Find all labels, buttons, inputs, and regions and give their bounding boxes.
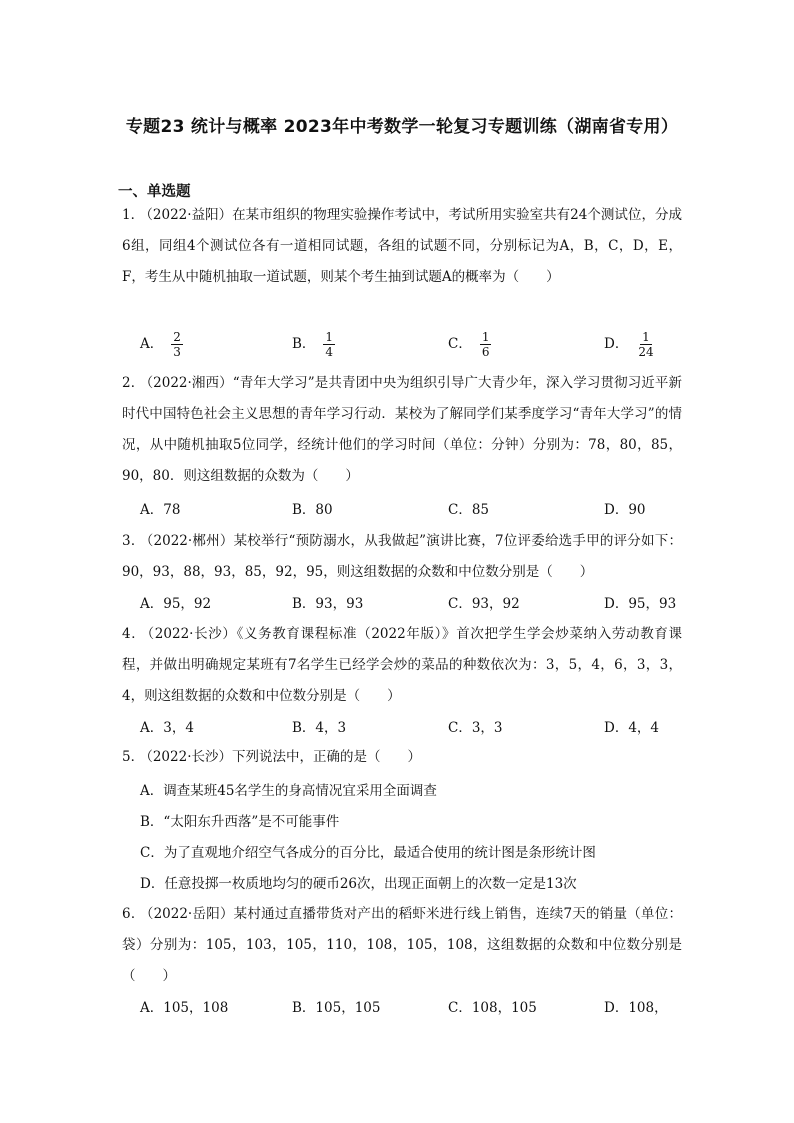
option-c[interactable]: C．93，92 xyxy=(448,596,520,612)
option-a[interactable]: A．78 xyxy=(140,502,181,518)
option-b[interactable]: B．4，3 xyxy=(292,720,347,736)
section-heading: 一、单选题 xyxy=(118,184,191,200)
question-text: （2022·湘西）“青年大学习”是共青团中央为组织引导广大青少年，深入学习贯彻习近平新时代中国特色社会主义思想的青年学习行动．某校为了解同学们某季度学习“青年大学习”的情况，从中随机抽取5位同学，经统计他们的学习时间（单位：分钟）分别为：78，80，85，90，80．则这组数据的众数为（ ） xyxy=(122,375,683,484)
question-5 xyxy=(122,742,682,773)
option-b[interactable]: B．80 xyxy=(292,502,333,518)
option-b[interactable]: B． $\frac{1}{4}$ xyxy=(292,330,334,359)
options-row-q1 xyxy=(140,330,680,360)
option-b[interactable]: B．“太阳东升西落”是不可能事件 xyxy=(140,814,340,830)
option-d[interactable]: D．108， xyxy=(604,1000,668,1016)
fraction: $\frac{1}{4}$ xyxy=(325,330,334,359)
option-b[interactable]: B．105，105 xyxy=(292,1000,381,1016)
option-c[interactable]: C．3，3 xyxy=(448,720,503,736)
question-3 xyxy=(122,526,682,588)
option-a[interactable]: A．95，92 xyxy=(140,596,212,612)
question-text: （2022·岳阳）某村通过直播带货对产出的稻虾米进行线上销售，连续7天的销量（单位：袋）分别为：105，103，105，110，108，105，108，这组数据的众数和中位数分别是（ ） xyxy=(122,906,682,984)
question-text: （2022·益阳）在某市组织的物理实验操作考试中，考试所用实验室共有24个测试位，分成6组，同组4个测试位各有一道相同试题，各组的试题不同，分别标记为A，B，C，D，E，F，考生从中随机抽取一道试题，则某个考生抽到试题A的概率为（ ） xyxy=(122,207,683,285)
question-2 xyxy=(122,368,682,492)
option-d[interactable]: D．90 xyxy=(604,502,646,518)
question-1 xyxy=(122,200,682,293)
option-a[interactable]: A． $\frac{2}{3}$ xyxy=(140,330,181,359)
question-text: （2022·长沙）《义务教育课程标准（2022年版）》首次把学生学会炒菜纳入劳动教育课程，并做出明确规定某班有7名学生已经学会炒的菜品的种数依次为：3，5，4，6，3，3，4，则这组数据的众数和中位数分别是（ ） xyxy=(122,626,682,704)
option-d[interactable]: D． $\frac{1}{24}$ xyxy=(604,330,654,359)
document-title: 专题23 统计与概率 2023年中考数学一轮复习专题训练（湖南省专用） xyxy=(125,117,679,137)
options-row-q6 xyxy=(140,996,680,1026)
option-d[interactable]: D．任意投掷一枚质地均匀的硬币26次，出现正面朝上的次数一定是13次 xyxy=(140,876,577,892)
option-d[interactable]: D．95，93 xyxy=(604,596,677,612)
question-text: （2022·长沙）下列说法中，正确的是（ ） xyxy=(146,749,421,765)
option-c[interactable]: C．为了直观地介绍空气各成分的百分比，最适合使用的统计图是条形统计图 xyxy=(140,845,596,861)
question-6 xyxy=(122,899,682,992)
options-row-q3 xyxy=(140,592,680,622)
option-a[interactable]: A．105，108 xyxy=(140,1000,229,1016)
question-number: 6． xyxy=(122,906,145,922)
question-number: 5． xyxy=(122,749,145,765)
options-row-q2 xyxy=(140,498,680,528)
option-c[interactable]: C．108，105 xyxy=(448,1000,537,1016)
option-c[interactable]: C．85 xyxy=(448,502,490,518)
option-c[interactable]: C． $\frac{1}{6}$ xyxy=(448,330,490,359)
question-4 xyxy=(122,619,682,712)
question-text: （2022·郴州）某校举行“预防溺水，从我做起”演讲比赛，7位评委给选手甲的评分如下：90，93，88，93，85，92，95，则这组数据的众数和中位数分别是（ ） xyxy=(122,533,682,580)
option-b[interactable]: B．93，93 xyxy=(292,596,364,612)
fraction: $\frac{1}{24}$ xyxy=(638,330,654,359)
fraction: $\frac{1}{6}$ xyxy=(481,330,490,359)
question-number: 2． xyxy=(122,375,145,391)
option-a[interactable]: A．调查某班45名学生的身高情况宜采用全面调查 xyxy=(140,783,437,799)
question-number: 1． xyxy=(122,207,145,223)
option-d[interactable]: D．4，4 xyxy=(604,720,660,736)
question-number: 3． xyxy=(122,533,145,549)
fraction: $\frac{2}{3}$ xyxy=(173,330,181,359)
question-number: 4． xyxy=(122,626,146,642)
option-a[interactable]: A．3，4 xyxy=(140,720,194,736)
